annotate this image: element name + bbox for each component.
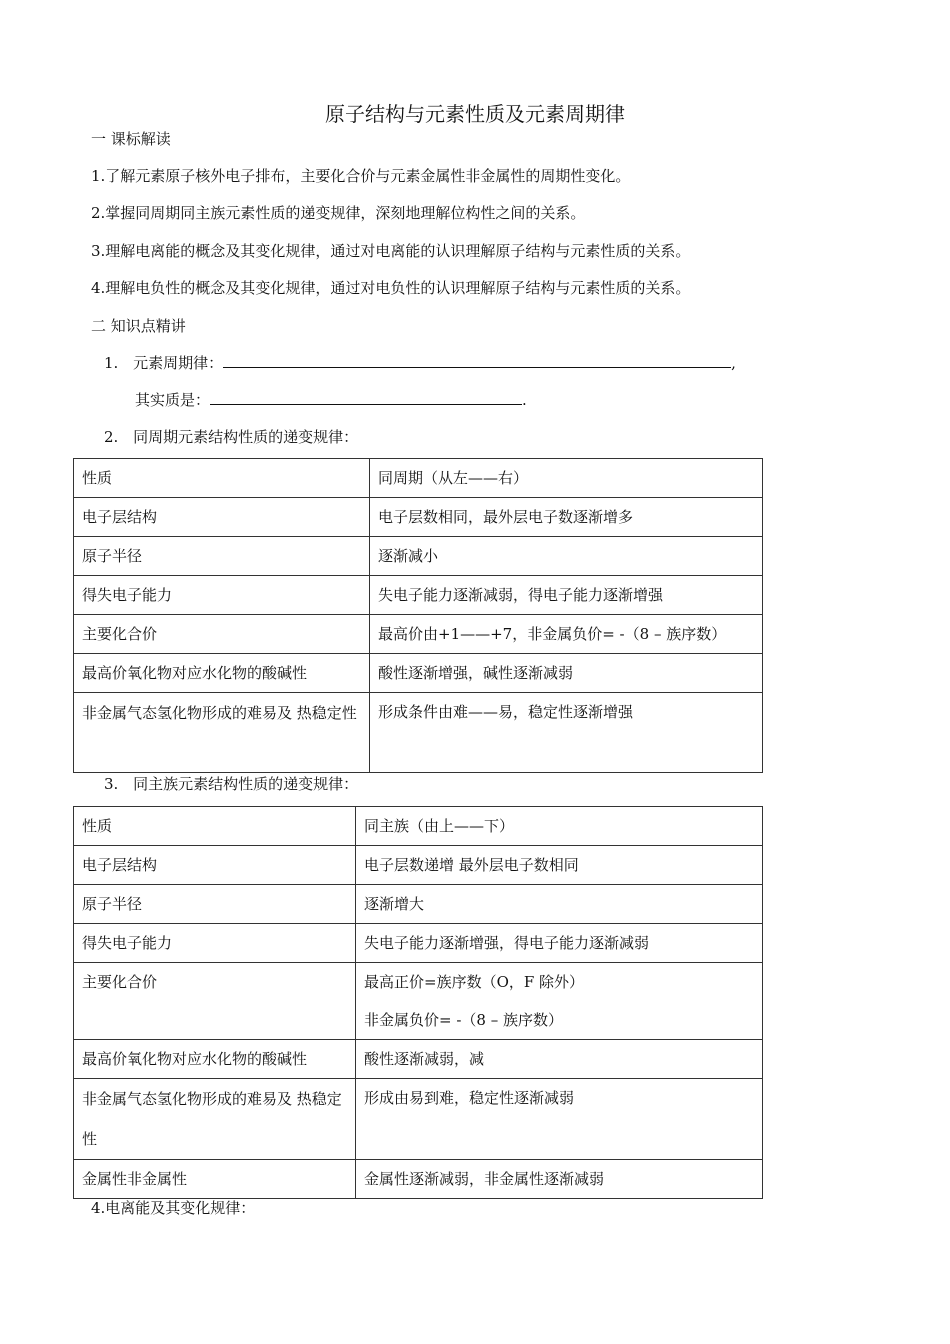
- table-cell: 原子半径: [74, 537, 370, 576]
- objective-item: 2.掌握同周期同主族元素性质的递变规律，深刻地理解位构性之间的关系。: [91, 204, 586, 222]
- document-title: 原子结构与元素性质及元素周期律: [325, 102, 625, 126]
- group-trend-table: [73, 806, 763, 1199]
- table-cell: 非金属气态氢化物形成的难易及 热稳定性: [74, 693, 370, 773]
- table-cell: 失电子能力逐渐减弱，得电子能力逐渐增强: [370, 576, 763, 615]
- table-row: [74, 1160, 763, 1199]
- objective-item: 1.了解元素原子核外电子排布，主要化合价与元素金属性非金属性的周期性变化。: [91, 167, 631, 185]
- table-row: [74, 654, 763, 693]
- table-cell: 得失电子能力: [74, 576, 370, 615]
- question-number: 2.: [104, 428, 119, 446]
- table-cell: 最高价氧化物对应水化物的酸碱性: [74, 1040, 356, 1079]
- question-1: [104, 352, 736, 373]
- table-row: [74, 576, 763, 615]
- table-cell: 最高价氧化物对应水化物的酸碱性: [74, 654, 370, 693]
- cell-line: 非金属负价= -（8 – 族序数）: [364, 1011, 563, 1029]
- question-2: [104, 426, 358, 447]
- table-cell: 逐渐增大: [356, 885, 763, 924]
- question-3: [104, 773, 358, 794]
- question-label: 同周期元素结构性质的递变规律：: [133, 428, 359, 446]
- table-row: [74, 807, 763, 846]
- table-cell: 金属性逐渐减弱，非金属性逐渐减弱: [356, 1160, 763, 1199]
- table-cell: 原子半径: [74, 885, 356, 924]
- question-end: ,: [731, 354, 736, 372]
- table-cell: 失电子能力逐渐增强，得电子能力逐渐减弱: [356, 924, 763, 963]
- table-row: [74, 885, 763, 924]
- table-row: [74, 498, 763, 537]
- table-cell: 金属性非金属性: [74, 1160, 356, 1199]
- table-row: [74, 693, 763, 773]
- objective-item: 3.理解电离能的概念及其变化规律，通过对电离能的认识理解原子结构与元素性质的关系。: [91, 242, 691, 260]
- table-cell: 得失电子能力: [74, 924, 356, 963]
- table-cell: 同主族（由上——下）: [356, 807, 763, 846]
- objective-item: 4.理解电负性的概念及其变化规律，通过对电负性的认识理解原子结构与元素性质的关系。: [91, 279, 691, 297]
- question-number: 3.: [104, 775, 119, 793]
- table-cell: 电子层结构: [74, 846, 356, 885]
- fill-blank[interactable]: [223, 352, 731, 368]
- table-row: [74, 1079, 763, 1160]
- table-cell: 非金属气态氢化物形成的难易及 热稳定性: [74, 1079, 356, 1160]
- question-label: 其实质是：: [135, 391, 211, 409]
- table-cell: 主要化合价: [74, 963, 356, 1040]
- table-cell: 最高价由+1——+7，非金属负价= -（8 – 族序数）: [370, 615, 763, 654]
- table-cell: 电子层结构: [74, 498, 370, 537]
- period-trend-table: [73, 458, 763, 773]
- table-cell: 逐渐减小: [370, 537, 763, 576]
- table-cell: [356, 963, 763, 1040]
- table-row: [74, 846, 763, 885]
- table-row: [74, 963, 763, 1040]
- question-label: 元素周期律：: [133, 354, 224, 372]
- question-end: .: [522, 391, 527, 409]
- fill-blank[interactable]: [210, 389, 522, 405]
- table-cell: 主要化合价: [74, 615, 370, 654]
- table-row: [74, 459, 763, 498]
- cell-line: 最高正价=族序数（O，F 除外）: [364, 973, 585, 991]
- question-number: 1.: [104, 354, 119, 372]
- table-cell: 酸性逐渐增强，碱性逐渐减弱: [370, 654, 763, 693]
- table-row: [74, 924, 763, 963]
- section1-heading: 一 课标解读: [91, 130, 171, 148]
- section2-heading: 二 知识点精讲: [91, 317, 186, 335]
- table-cell: 同周期（从左——右）: [370, 459, 763, 498]
- table-cell: 形成由易到难，稳定性逐渐减弱: [356, 1079, 763, 1160]
- question-4: 4.电离能及其变化规律：: [91, 1199, 256, 1217]
- question-label: 同主族元素结构性质的递变规律：: [133, 775, 359, 793]
- table-cell: 电子层数相同，最外层电子数逐渐增多: [370, 498, 763, 537]
- table-cell: 酸性逐渐减弱，减: [356, 1040, 763, 1079]
- table-row: [74, 1040, 763, 1079]
- table-cell: 形成条件由难——易，稳定性逐渐增强: [370, 693, 763, 773]
- table-cell: 性质: [74, 807, 356, 846]
- question-1b: [135, 389, 527, 410]
- table-cell: 性质: [74, 459, 370, 498]
- table-cell: 电子层数递增 最外层电子数相同: [356, 846, 763, 885]
- table-row: [74, 537, 763, 576]
- table-row: [74, 615, 763, 654]
